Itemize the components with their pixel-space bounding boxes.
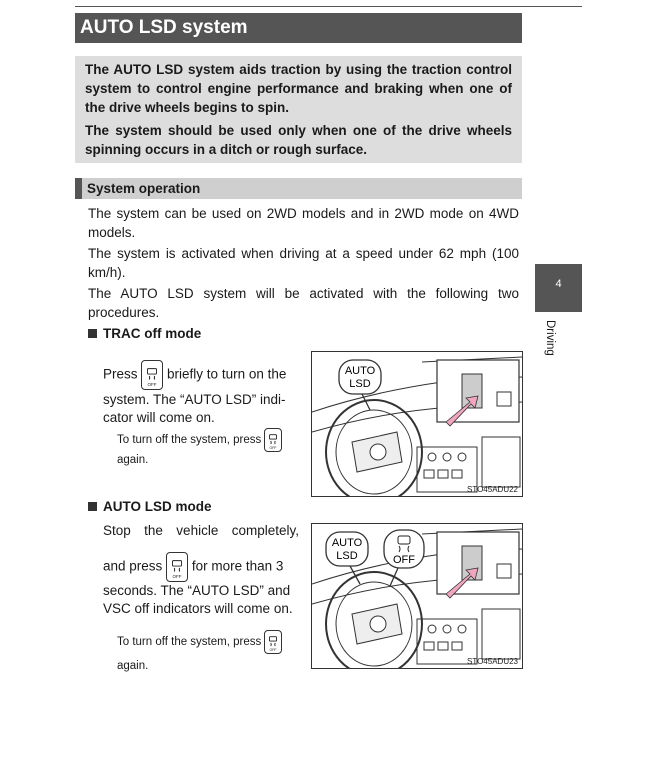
traction-off-button-icon xyxy=(264,428,282,452)
traction-off-button-icon xyxy=(264,630,282,654)
figure-code: STO45ADU23 xyxy=(467,657,518,666)
svg-text:OFF: OFF xyxy=(147,381,157,387)
trac-off-illustration xyxy=(311,351,523,497)
bullet-square-icon xyxy=(88,502,97,511)
trac-off-note-line-2: again. xyxy=(117,454,149,466)
top-rule xyxy=(75,6,582,7)
trac-off-line-2: system. The “AUTO LSD” indi- xyxy=(103,392,286,407)
trac-off-note xyxy=(117,428,282,468)
callout-auto: AUTO xyxy=(344,365,376,377)
auto-lsd-heading-text: AUTO LSD mode xyxy=(103,499,212,514)
auto-lsd-note xyxy=(117,630,282,674)
section-paragraph-3: The AUTO LSD system will be activated with the following two procedures. xyxy=(88,286,519,320)
chapter-tab: 4 xyxy=(535,264,582,312)
auto-lsd-illustration xyxy=(311,523,523,669)
trac-off-heading-text: TRAC off mode xyxy=(103,326,202,341)
intro-box xyxy=(75,56,522,163)
section-header: System operation xyxy=(75,178,522,199)
auto-lsd-line-1: Stop the vehicle completely, xyxy=(103,523,299,538)
trac-off-line-3: cator will come on. xyxy=(103,410,215,425)
svg-text:OFF: OFF xyxy=(269,647,277,652)
svg-text:OFF: OFF xyxy=(269,445,277,450)
auto-lsd-line-2-b: for more than 3 xyxy=(191,558,284,574)
trac-off-heading xyxy=(88,324,201,343)
chapter-label: Driving xyxy=(544,320,556,356)
auto-lsd-note-line-1: To turn off the system, press xyxy=(117,636,262,649)
auto-lsd-line-2 xyxy=(103,552,283,582)
traction-off-button-icon xyxy=(141,360,163,390)
press-word: Press xyxy=(103,366,138,382)
callout-off: OFF xyxy=(393,554,415,566)
callout-lsd: LSD xyxy=(336,550,358,562)
auto-lsd-line-4: VSC off indicators will come on. xyxy=(103,601,293,616)
auto-lsd-note-line-2: again. xyxy=(117,660,149,672)
intro-paragraph-1: The AUTO LSD system aids traction by using the traction control system to control engine performance and braking when one of the drive wheels begins to spin. xyxy=(85,62,512,115)
trac-off-line-1-text: briefly to turn on the xyxy=(167,366,287,382)
section-paragraph-1: The system can be used on 2WD models and in 2WD mode on 4WD models. xyxy=(88,206,519,240)
section-paragraph-2: The system is activated when driving at a speed under 62 mph (100 km/h). xyxy=(88,246,519,280)
intro-paragraph-2: The system should be used only when one of the drive wheels spinning occurs in a ditch or rough surface. xyxy=(85,123,512,157)
svg-text:OFF: OFF xyxy=(172,573,182,579)
callout-lsd: LSD xyxy=(349,378,371,390)
page-title: AUTO LSD system xyxy=(75,13,522,43)
bullet-square-icon xyxy=(88,329,97,338)
figure-code: STO45ADU22 xyxy=(467,485,518,494)
auto-lsd-heading xyxy=(88,497,212,516)
trac-off-note-line-1: To turn off the system, press xyxy=(117,434,262,447)
auto-lsd-line-3: seconds. The “AUTO LSD” and xyxy=(103,583,291,598)
traction-off-button-icon xyxy=(166,552,188,582)
callout-auto: AUTO xyxy=(331,537,363,549)
trac-off-line-1 xyxy=(103,360,286,390)
auto-lsd-line-2-a: and press xyxy=(103,558,163,574)
